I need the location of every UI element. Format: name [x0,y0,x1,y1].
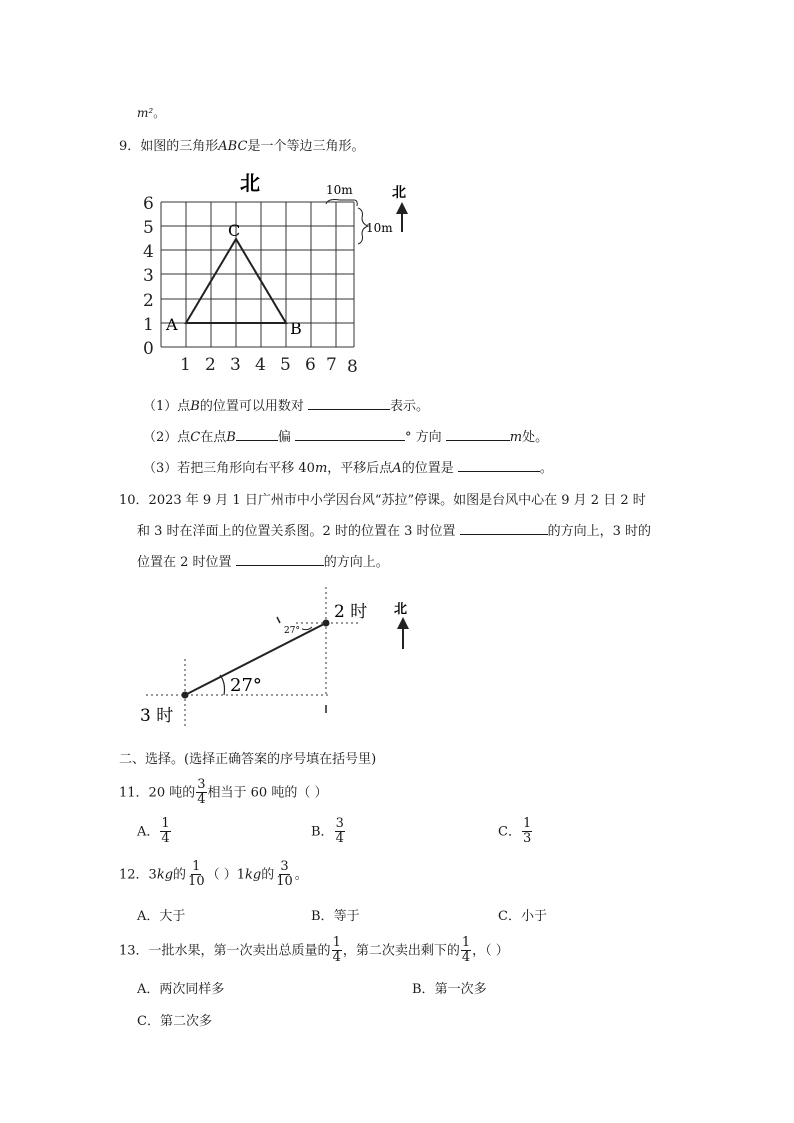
denominator: 10 [276,873,293,889]
angle-arc-large [220,675,225,695]
point-var: A [392,461,402,476]
option-text: 等于 [333,909,360,924]
option-text: 小于 [520,909,547,924]
option-text: 第二次多 [159,1014,212,1029]
fraction [461,936,471,964]
option-letter: B． [412,982,435,997]
dashed-guides [146,587,361,729]
option-letter: A． [137,909,160,924]
sub-prefix: （1）点 [143,399,191,414]
numerator: 3 [197,777,206,792]
y-axis-ticks [143,194,154,359]
triangle-name: ABC [218,139,248,154]
option-letter: C． [498,824,521,840]
numerator: 1 [522,816,532,831]
denominator: 4 [197,791,206,807]
stem-text: 的方向上，3 时的 [547,524,652,539]
typhoon-figure [136,583,426,733]
stem-text: ，（ ） [472,943,509,959]
point-var: B [226,430,236,445]
label-3-oclock: 3 时 [140,706,174,726]
x-tick: 5 [280,355,291,375]
option-letter: A． [137,824,160,840]
scale-x-brace [326,200,357,207]
sub-prefix: （3）若把三角形向右平移 40 [143,461,315,476]
fraction [522,817,532,845]
x-tick: 8 [347,357,358,377]
answer-blank[interactable] [446,428,510,441]
sub-prefix: （2）点 [143,430,191,445]
sub-text: ，平移后点 [327,461,393,476]
option-c[interactable] [498,905,547,924]
denominator: 4 [335,830,344,846]
fraction [275,860,294,888]
sub-text: ° 方向 [404,430,442,445]
option-b[interactable] [412,978,487,997]
tick-mark [277,617,280,623]
x-axis-ticks [180,355,358,377]
stem-text: 位置在 2 时位置 [137,555,232,570]
unit: kg [156,867,174,883]
fraction [196,778,206,806]
option-b[interactable] [311,905,360,924]
y-tick: 2 [143,291,154,311]
numerator: 1 [461,935,471,950]
stem-text: 2023 年 9 月 1 日广州市中小学因台风“苏拉”停课。如图是台风中心在 9 月 2 日 2 时 [148,493,646,508]
question-9-sub-2 [143,426,548,445]
grid-figure [140,172,430,382]
answer-blank[interactable] [236,553,324,566]
section-2-title: 二、选择。(选择正确答案的序号填在括号里) [119,752,377,767]
denominator: 4 [332,949,341,965]
stem-text: 。 [294,867,308,883]
option-text: 两次同样多 [159,982,225,997]
option-text: 大于 [159,909,186,924]
option-a[interactable] [137,978,224,997]
unit: m [314,461,328,476]
sub-text: 的位置可以用数对 [199,399,304,414]
y-tick: 3 [143,266,154,286]
option-a[interactable] [137,905,185,924]
sub-text: 处。 [522,430,549,445]
denominator: 4 [461,949,471,965]
fraction [332,936,342,964]
option-c[interactable] [137,1010,212,1029]
point-a-label: A [166,315,178,334]
answer-blank[interactable] [236,428,278,441]
stem-text: 如图的三角形 [140,139,219,154]
stem-text: ，第二次卖出剩下的 [342,943,460,959]
question-9-sub-3 [143,457,553,476]
position-2-dot [323,620,330,627]
y-tick: 0 [143,339,154,359]
x-tick: 4 [255,355,266,375]
grid-north-label: 北 [240,172,260,195]
scale-x-label: 10m [326,183,353,197]
numerator: 1 [192,859,201,874]
sub-text: 偏 [277,430,291,445]
option-b[interactable] [311,818,346,846]
y-tick: 1 [143,315,154,335]
answer-blank[interactable] [295,428,405,441]
scale-y-label: 10m [366,221,393,235]
sub-text: 的位置是 [401,461,454,476]
answer-blank[interactable] [460,522,548,535]
y-tick: 4 [143,242,154,262]
north-arrow-label: 北 [394,602,408,617]
question-12-stem [119,861,308,889]
x-tick: 2 [205,355,216,375]
denominator: 10 [188,873,205,889]
stem-text: 是一个等边三角形。 [247,139,365,154]
stem-text: 的 [261,867,275,883]
fraction [160,817,170,845]
numerator: 1 [161,816,170,831]
unit-m2: m² [137,106,154,120]
unit: kg [245,867,262,883]
question-10-line-2 [137,520,651,539]
question-9-sub-1 [143,395,429,414]
angle-arc-small [302,627,312,630]
sub-text: 在点 [200,430,227,445]
point-b-label: B [290,319,302,338]
previous-answer-tail [137,104,165,121]
fraction [187,860,206,888]
position-3-dot [182,692,189,699]
stem-text: 的 [173,867,187,883]
x-tick: 1 [180,355,191,375]
north-arrow-label: 北 [392,185,406,201]
option-letter: A． [137,982,160,997]
y-tick: 6 [143,194,154,214]
north-arrow-icon [397,617,409,629]
denominator: 3 [522,830,532,846]
numerator: 1 [332,935,341,950]
label-2-oclock: 2 时 [334,602,368,622]
point-var: B [190,399,200,414]
question-number: 9． [119,139,141,154]
sub-suffix: 。 [539,461,553,476]
stem-text: 20 吨的 [148,785,196,801]
question-9-stem [119,135,364,154]
option-letter: B． [311,909,334,924]
question-number: 12． [119,867,149,883]
stem-text: （ ）1 [206,867,245,883]
question-number: 10． [119,493,149,508]
denominator: 4 [161,830,170,846]
point-c-label: C [228,221,241,240]
question-13-stem [119,937,509,965]
stem-text: 3 [148,867,157,883]
x-tick: 7 [326,355,337,375]
north-arrow-icon [396,202,408,214]
numerator: 3 [335,816,344,831]
point-var: C [190,430,201,445]
option-c[interactable] [498,818,533,846]
stem-text: 和 3 时在洋面上的位置关系图。2 时的位置在 3 时位置 [137,524,456,539]
x-tick: 6 [305,355,316,375]
option-text: 第一次多 [434,982,487,997]
option-letter: C． [137,1014,160,1029]
numerator: 3 [280,859,289,874]
stem-text: 的方向上。 [323,555,389,570]
question-number: 11． [119,785,149,801]
angle-label-small: 27° [284,626,300,636]
option-letter: C． [498,909,521,924]
question-11-stem [119,779,327,807]
fraction [335,817,345,845]
punct: 。 [153,106,166,120]
unit: m [509,430,523,445]
question-number: 13． [119,943,149,959]
stem-text: 一批水果，第一次卖出总质量的 [148,943,331,959]
question-10-line-1 [119,489,646,508]
sub-suffix: 表示。 [390,399,430,414]
angle-label: 27° [230,675,262,696]
y-tick: 5 [143,218,154,238]
x-tick: 3 [230,355,241,375]
option-a[interactable] [137,818,172,846]
stem-text: 相当于 60 吨的（ ） [207,785,328,801]
answer-blank[interactable] [308,397,390,410]
answer-blank[interactable] [458,459,540,472]
option-letter: B． [311,824,334,840]
question-10-line-3 [137,551,389,570]
